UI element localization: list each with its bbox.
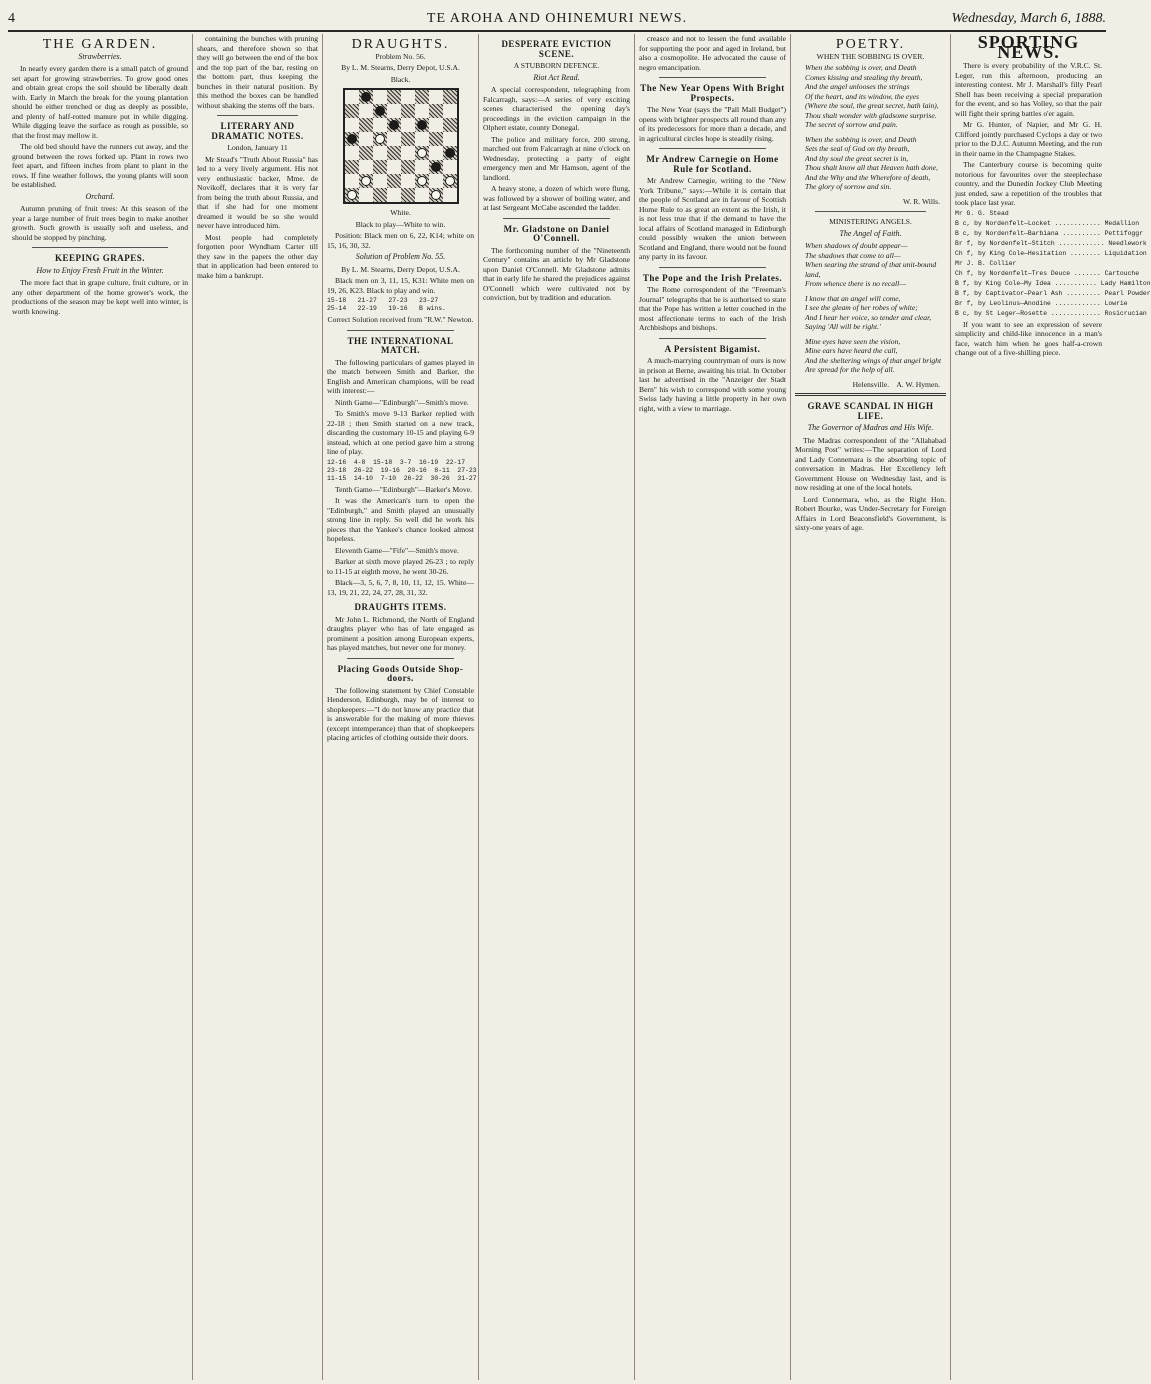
poem2-subtitle: The Angel of Faith. [839, 228, 902, 238]
board-dark-square [415, 174, 429, 188]
poetry-section-title: POETRY. [835, 37, 906, 52]
grapes-heading: How to Enjoy Fresh Fruit in the Winter. [36, 265, 164, 275]
carnegie-heading: Mr Andrew Carnegie on Home Rule for Scotland. [646, 154, 779, 174]
board-dark-square [415, 90, 429, 104]
masthead [8, 8, 1106, 32]
bigamist-heading: A Persistent Bigamist. [664, 343, 761, 354]
board-light-square [415, 132, 429, 146]
board-light-square [359, 188, 373, 202]
sporting-section-title: SPORTING NEWS. [977, 32, 1080, 62]
board-dark-square [359, 174, 373, 188]
divider [659, 148, 766, 149]
column-literary [192, 34, 322, 1380]
columns [8, 32, 1151, 1380]
garden-heading: Strawberries. [78, 51, 122, 61]
problem-caption: Black to play—White to win. [355, 219, 446, 229]
board-light-square [401, 118, 415, 132]
board-light-square [345, 146, 359, 160]
board-dark-square [373, 132, 387, 146]
board-dark-square [359, 118, 373, 132]
scandal-heading: GRAVE SCANDAL IN HIGH LIFE. [807, 401, 934, 421]
scandal-paragraph: The Madras correspondent of the "Allahabad Morning Post" writes:—The separation of Lord and Lady Connemara is the absorbing topic of conversation in Madras. Her Excellency left Government House on Wednesday last, and is now residing at one of the local hotels. [795, 435, 946, 492]
black-label: Black. [390, 74, 411, 84]
column-poetry [790, 34, 950, 1380]
eviction-riot: Riot Act Read. [533, 72, 580, 82]
divider [815, 211, 926, 212]
newyear-paragraph: The New Year (says the "Pall Mall Budget") opens with brighter prospects all round than any of its predecessors for more than a decade, and in agricultural circles hope is steadily rising. [639, 105, 786, 143]
sporting-paragraph: The Canterbury course is becoming quite notorious for favourites over the steeplechase country, and the Dunedin Jockey Club Meeting just ended, saw a repetition of the troubles that took place last year. [955, 160, 1102, 207]
draughts-item: Mr John L. Richmond, the North of England draughts player who has of late engaged as prominent a position among European experts, has played matches, but never one for money. [327, 614, 474, 652]
literary-dateline: London, January 11 [227, 143, 288, 152]
board-dark-square [373, 104, 387, 118]
poem2-stanza: I know that an angel will come, I see the gleam of her robes of white; And I hear her voice, so tender and clear, Saying 'All will be right.' [805, 293, 932, 331]
tenth-game-paragraph: It was the American's turn to open the "Edinburgh," and Smith played an unusually strong line in reply. So well did he work his pieces that the Yankee's chance looked almost hopeless. [327, 496, 474, 543]
board-light-square [345, 90, 359, 104]
column-garden [8, 34, 192, 1380]
board-light-square [401, 174, 415, 188]
draughts-board-wrap [327, 88, 474, 204]
white-label: White. [390, 208, 411, 217]
board-light-square [401, 146, 415, 160]
bigamist-paragraph: A much-marrying countryman of ours is now in prison at Berne, awaiting his trial. In October last he advertised in the "Anzeiger der Stadt Bern" his wish to correspond with some young Swiss lady having a little property in her own right, with a view to marriage. [639, 356, 786, 413]
divider [347, 658, 454, 659]
board-dark-square [387, 90, 401, 104]
gladstone-paragraph: The forthcoming number of the "Nineteenth Century" contains an article by Mr Gladstone upon Daniel O'Connell. Mr Gladstone admits that in early life he shared the prejudices against O'Connell which were cultivated not by conviction, but by tradition and education. [483, 245, 630, 302]
pope-heading: The Pope and the Irish Prelates. [642, 272, 783, 283]
board-light-square [345, 174, 359, 188]
board-light-square [345, 118, 359, 132]
board-light-square [373, 90, 387, 104]
board-light-square [415, 188, 429, 202]
grapes-section-title: KEEPING GRAPES. [54, 253, 145, 263]
board-dark-square [387, 118, 401, 132]
gladstone-heading: Mr. Gladstone on Daniel O'Connell. [503, 223, 610, 243]
board-light-square [429, 118, 443, 132]
eviction-section-title: DESPERATE EVICTION SCENE. [501, 39, 612, 59]
board-light-square [429, 90, 443, 104]
board-dark-square [345, 188, 359, 202]
board-dark-square [373, 188, 387, 202]
eleventh-game-paragraph: Black—3, 5, 6, 7, 8, 10, 11, 12, 15. White—13, 19, 21, 22, 24, 27, 28, 31, 32. [327, 578, 474, 597]
poem1-stanza: When the sobbing is over, and Death Sets the seal of God on thy breath, And thy soul the great secret is in, Thou shalt know all that Heaven hath done, And the Why and the Wherefore of death, The glory of sorrow and sin. [805, 134, 938, 191]
board-dark-square [443, 146, 457, 160]
white-piece [375, 134, 385, 144]
board-dark-square [415, 146, 429, 160]
board-light-square [387, 188, 401, 202]
board-light-square [373, 118, 387, 132]
board-dark-square [429, 188, 443, 202]
sale-line: B c, by Nordenfelt—Barbiana .......... Pettifoggr [955, 229, 1143, 237]
board-light-square [415, 104, 429, 118]
sale-line: B f, by King Cole—My Idea ........... Lady Hamilton [955, 279, 1151, 287]
sale-line: Mr J. B. Collier [955, 259, 1017, 267]
sale-line: Br f, by Leolinus—Anodine ............ Lowrie [955, 299, 1128, 307]
poem2-place: Helensville. [852, 379, 890, 389]
divider [659, 77, 766, 78]
sporting-paragraph: Mr G. Hunter, of Napier, and Mr G. H. Clifford jointly purchased Cyclops a day or two prior to the D.J.C. Autumn Meeting, and the run in their name in the Champagne Stakes. [955, 120, 1102, 158]
eviction-subhead: A STUBBORN DEFENCE. [513, 61, 600, 70]
poem1-stanza: When the sobbing is over, and Death Comes kissing and stealing thy breath, And the angel unlooses the strings Of the heart, and its window, the eyes (Where the soul, the great secret, hath lain), Thou shalt wonder with gladsome surprise. The secret of sorrow and pain. [805, 63, 939, 129]
divider [217, 115, 298, 116]
solution-correct: Correct Solution received from "R.W." Newton. [327, 315, 474, 324]
white-piece [445, 176, 455, 186]
garden-paragraph: The old bed should have the runners cut away, and the ground between the rows forked up. Plant in rows two feet apart, and fifteen inches from plant to plant in the rows. If fine weather follows, the young plants will soon be established. [12, 142, 188, 189]
black-piece [347, 134, 357, 144]
board-light-square [443, 104, 457, 118]
ninth-game-moves: 12-16 4-8 15-18 3-7 16-19 22-17 23-18 26-22 19-16 20-16 8-11 27-23 11-15 14-10 7-10 26-22 30-26 31-27 [327, 458, 477, 482]
board-light-square [359, 160, 373, 174]
board-dark-square [401, 160, 415, 174]
board-light-square [387, 132, 401, 146]
newyear-heading: The New Year Opens With Bright Prospects. [640, 83, 785, 103]
draughts-items-heading: DRAUGHTS ITEMS. [354, 602, 447, 612]
white-piece [431, 190, 441, 200]
match-paragraph: To Smith's move 9-13 Barker replied with 22-18 ; then Smith started on a new track, discarding the customary 10-15 and playing 6-9 instead, which at one period gave him a strong line of play. [327, 409, 474, 456]
board-light-square [387, 104, 401, 118]
shops-paragraph: The following statement by Chief Constable Henderson, Edinburgh, may be of interest to shopkeepers:—"I do not know any practice that is answerable for the making of more thieves (except intemperance) than that of shopkeepers placing articles of clothing outside their doors. [327, 685, 474, 742]
board-light-square [387, 160, 401, 174]
column-news [634, 34, 790, 1380]
board-light-square [415, 160, 429, 174]
board-dark-square [359, 90, 373, 104]
board-light-square [373, 174, 387, 188]
divider [659, 267, 766, 268]
literary-paragraph: Most people had completely forgotten poor Wyndham Carter till they saw in the papers the other day that in application had been entered to make him a bankrupt. [197, 232, 318, 280]
literary-paragraph: Mr Stead's "Truth About Russia" has led to a very lively argument. His not very enthusiastic backer, Mme. de Novikoff, declares that it is very far from being the truth about Russia, and that if she had for one moment dreamed it would be so she would never have introduced him. [197, 154, 318, 230]
problem-label: Problem No. 56. [375, 51, 426, 61]
page-number: 4 [8, 11, 15, 26]
divider [32, 247, 168, 248]
white-piece [417, 176, 427, 186]
col2-paragraph: containing the bunches with pruning shears, and therefore shown so that they will go between the end of the box and the top part of the bar, resting on the bottom part, thus keeping the bunches in their natural position. By this method the boxes can be handled without shaking the stems off the bars. [197, 34, 318, 110]
col5-paragraph: creasce and not to lessen the fund available for supporting the poor and aged in Ireland, but also a cosmopolite. He advocated the cause of negro emancipation. [639, 34, 786, 72]
poem2-stanza: When shadows of doubt appear— The shadows that come to all— When searing the strand of that unit-bound land, From whence there is no recall— [805, 241, 937, 288]
board-dark-square [443, 90, 457, 104]
board-dark-square [359, 146, 373, 160]
board-light-square [443, 188, 457, 202]
problem-position: Position: Black men on 6, 22, K14; white on 15, 16, 30, 32. [327, 231, 474, 250]
sale-line: Ch f, by Nordenfelt—Tres Deuce ....... Cartouche [955, 269, 1140, 277]
board-dark-square [401, 132, 415, 146]
board-dark-square [429, 160, 443, 174]
black-piece [375, 106, 385, 116]
sale-line: B c, by Nordenfelt—Locket ............ Medallion [955, 219, 1140, 227]
garden-section-title: THE GARDEN. [42, 37, 158, 52]
draughts-section-title: DRAUGHTS. [351, 37, 450, 52]
board-light-square [429, 174, 443, 188]
board-dark-square [401, 188, 415, 202]
white-piece [417, 148, 427, 158]
draughts-board [343, 88, 459, 204]
board-dark-square [443, 118, 457, 132]
solution-author: By L. M. Stearns, Derry Depot, U.S.A. [341, 264, 460, 274]
eviction-paragraph: The police and military force, 200 strong, marched out from Falcarragh at nine o'clock on Wednesday, protecting a party of eight emergency men and Mr Hamson, agent of the landlord. [483, 134, 630, 182]
board-dark-square [443, 174, 457, 188]
eleventh-game-title: Eleventh Game—"Fife"—Smith's move. [335, 545, 459, 555]
black-piece [389, 120, 399, 130]
sale-line: Br f, by Nordenfelt—Stitch ............ Needlework [955, 239, 1147, 247]
garden-paragraph: In nearly every garden there is a small patch of ground set apart for growing strawberries. To grow good ones and obtain great crops the soil should be liberally dealt with. Early in March the break for the young plantation should be either trenched or dug as deeply as possible, and plenty of half-rotted manure put in while digging. While digging leave the surface as rough as possible, so that the frost may mellow it. [12, 64, 188, 140]
poem1-author: W. R. Wills. [902, 196, 940, 206]
newspaper-title: TE AROHA AND OHINEMURI NEWS. [426, 11, 688, 26]
board-light-square [359, 104, 373, 118]
sale-line: B c, by St Leger—Rosette ............. Rosicrucian [955, 309, 1147, 317]
sale-line: B f, by Captivator—Pearl Ash ......... Pearl Powder [955, 289, 1151, 297]
board-dark-square [415, 118, 429, 132]
column-draughts [322, 34, 478, 1380]
black-piece [445, 148, 455, 158]
carnegie-paragraph: Mr Andrew Carnegie, writing to the "New York Tribune," says:—While it is certain that the people of Scotland are in favour of Scottish Home Rule to as great an extent as the Irish, it is not less true that if the demand to have the local affairs of Scotland managed in Edinburgh could possibly weaken the union between Scotland and England, there would not be found any party in its favour. [639, 176, 786, 261]
board-light-square [359, 132, 373, 146]
scandal-paragraph: Lord Connemara, who, as the Right Hon. Robert Bourke, was Under-Secretary for Foreign Affairs in Lord Beaconsfield's Government, is sixty-one years of age. [795, 494, 946, 532]
poem2-author: A. W. Hymen. [896, 379, 940, 389]
divider [659, 338, 766, 339]
shops-heading: Placing Goods Outside Shop-doors. [337, 663, 464, 683]
board-dark-square [345, 160, 359, 174]
poem2-signature [795, 380, 940, 390]
black-piece [361, 92, 371, 102]
solution-moves: 15-18 21-27 27-23 23-27 25-14 22-19 19-16 B wins. [327, 297, 446, 312]
scandal-subhead: The Governor of Madras and His Wife. [807, 423, 934, 432]
orchard-heading: Orchard. [85, 191, 115, 201]
match-heading: THE INTERNATIONAL MATCH. [347, 335, 454, 355]
sporting-paragraph: There is every probability of the V.R.C. St. Leger, run this afternoon, producing an interesting contest. Mr J. Marshall's filly Pearl Shell has been receiving a special preparation for the event, and so has Volley, so that the pair will fight their spring battles o'er again. [955, 61, 1102, 118]
board-light-square [401, 90, 415, 104]
board-dark-square [345, 104, 359, 118]
solution-heading: Solution of Problem No. 55. [355, 252, 446, 261]
eviction-paragraph: A heavy stone, a dozen of which were flung, was followed by a shower of boiling water, and at last Sergeant McCabe ascended the ladder. [483, 184, 630, 212]
orchard-paragraph: Autumn pruning of fruit trees: At this season of the year a large number of fruit trees begin to make another growth. Such growth is usually soft and useless, and should be stopped by pinching. [12, 204, 188, 242]
problem-author: By L. M. Stearns, Derry Depot, U.S.A. [341, 63, 460, 72]
board-dark-square [387, 146, 401, 160]
eleventh-game-paragraph: Barker at sixth move played 26-23 ; to reply to 11-15 at eighth move, he went 30-26. [327, 557, 474, 576]
board-dark-square [345, 132, 359, 146]
grapes-paragraph: The more fact that in grape culture, fruit culture, or in any other department of the home grower's work, the productions of the season may be kept well into winter, is worth knowing. [12, 278, 188, 316]
divider [347, 330, 454, 331]
literary-section-title: LITERARY AND DRAMATIC NOTES. [211, 121, 304, 141]
column-eviction [478, 34, 634, 1380]
board-dark-square [401, 104, 415, 118]
board-light-square [443, 132, 457, 146]
column-sporting [950, 32, 1151, 1380]
board-dark-square [373, 160, 387, 174]
pope-paragraph: The Rome correspondent of the "Freeman's Journal" telegraphs that he is authorised to state that the Pope has written a letter couched in the most affectionate terms to each of the Irish Archbishops and bishops. [639, 285, 786, 332]
board-dark-square [429, 132, 443, 146]
white-piece [347, 190, 357, 200]
white-piece [361, 176, 371, 186]
board-light-square [429, 146, 443, 160]
issue-date: Wednesday, March 6, 1888. [951, 11, 1106, 26]
match-paragraph: The following particulars of games played in the match between Smith and Barker, the English and American champions, will be read with interest:— [327, 357, 474, 395]
poem2-stanza: Mine eyes have seen the vision, Mine ears have heard the call, And the sheltering wings of that angel bright Are spread for the help of all. [805, 336, 942, 374]
divider [795, 393, 946, 396]
sporting-paragraph: If you want to see an expression of severe simplicity and child-like innocence in a man's face, watch him when he goes half-a-crown change out of a five-shilling piece. [955, 319, 1102, 357]
tenth-game-title: Tenth Game—"Edinburgh"—Barker's Move. [335, 484, 473, 494]
board-light-square [373, 146, 387, 160]
board-dark-square [429, 104, 443, 118]
eviction-paragraph: A special correspondent, telegraphing from Falcarragh, says:—A series of very exciting scenes characterised the opening day's proceedings in the eviction campaign in the Olphert estate, county Donegal. [483, 85, 630, 132]
black-piece [431, 162, 441, 172]
board-light-square [443, 160, 457, 174]
board-dark-square [387, 174, 401, 188]
solution-text: Black men on 3, 11, 15, K31: White men on 19, 26, K23. Black to play and win. [327, 276, 474, 295]
divider [503, 218, 610, 219]
poem1-title: WHEN THE SOBBING IS OVER. [816, 51, 925, 61]
sale-line: Ch f, by King Cole—Hesitation ........ Liquidation [955, 249, 1147, 257]
match-paragraph: Ninth Game—"Edinburgh"—Smith's move. [335, 397, 469, 407]
black-piece [417, 120, 427, 130]
sale-line: Mr G. G. Stead [955, 209, 1009, 217]
poem2-title: MINISTERING ANGELS. [829, 217, 912, 226]
